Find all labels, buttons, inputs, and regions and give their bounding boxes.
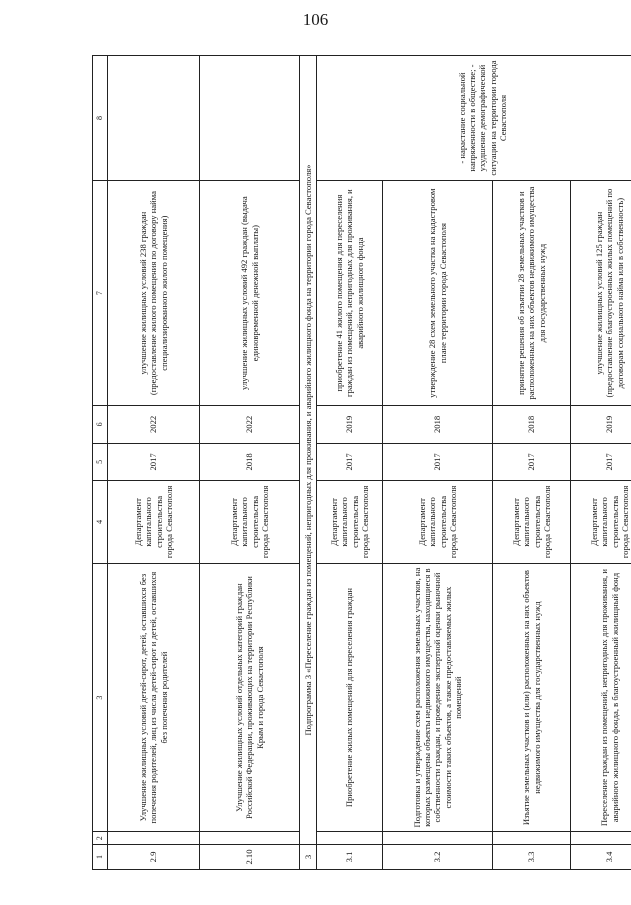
empty-cell xyxy=(493,832,571,845)
rotated-table-container xyxy=(92,55,630,870)
measure-name: Улучшение жилищных условий отдельных категорий граждан Российской Федерации, проживающих на территории Республики Крым и города Севастополя xyxy=(200,563,300,832)
start-year: 2017 xyxy=(383,443,493,481)
expected-result: улучшение жилищных условий 492 граждан (выдача единовременной денежной выплаты) xyxy=(200,181,300,406)
expected-result: утверждение 28 схем земельного участка на кадастровом плане территории города Севастополя xyxy=(383,181,493,406)
header-cell: 8 xyxy=(93,56,108,181)
subprogram-number: 3 xyxy=(300,845,317,870)
header-cell: 5 xyxy=(93,443,108,481)
measure-name: Подготовка и утверждение схем расположения земельных участков, на которых размещены объекты недвижимого имущества, находящиеся в собственности граждан, и проведение экспертной оценки рыночной стоимости таких объектов, а также предоставляемых жилых помещений xyxy=(383,563,493,832)
executor: Департамент капитального строительства города Севастополя xyxy=(493,481,571,564)
executor: Департамент капитального строительства города Севастополя xyxy=(317,481,383,564)
end-year: 2019 xyxy=(317,406,383,444)
header-cell: 1 xyxy=(93,845,108,870)
header-cell: 2 xyxy=(93,832,108,845)
row-number: 2.9 xyxy=(108,845,200,870)
subprogram-row xyxy=(300,56,317,870)
start-year: 2017 xyxy=(571,443,631,481)
empty-cell xyxy=(200,56,300,181)
start-year: 2017 xyxy=(493,443,571,481)
expected-result: принятие решения об изъятии 28 земельных участков и расположенных на них объектов недвижимого имущества для государственных нужд xyxy=(493,181,571,406)
empty-cell xyxy=(317,832,383,845)
program-measures-table xyxy=(92,55,631,870)
measure-name: Улучшение жилищных условий детей-сирот, детей, оставшихся без попечения родителей, лиц из числа детей-сирот и детей, оставшихся без попечения родителей xyxy=(108,563,200,832)
start-year: 2017 xyxy=(108,443,200,481)
page-number: 106 xyxy=(302,10,329,29)
row-number: 3.4 xyxy=(571,845,631,870)
end-year: 2018 xyxy=(493,406,571,444)
executor: Департамент капитального строительства города Севастополя xyxy=(200,481,300,564)
header-cell: 6 xyxy=(93,406,108,444)
end-year: 2019 xyxy=(571,406,631,444)
end-year: 2022 xyxy=(200,406,300,444)
table-row xyxy=(108,56,200,870)
empty-cell xyxy=(383,832,493,845)
start-year: 2017 xyxy=(317,443,383,481)
measure-name: Изъятие земельных участков и (или) расположенных на них объектов недвижимого имущества для государственных нужд xyxy=(493,563,571,832)
header-cell: 4 xyxy=(93,481,108,564)
subprogram-title: Подпрограмма 3 «Переселение граждан из помещений, непригодных для проживания, и аварийного жилищного фонда на территории города Севастополя» xyxy=(300,56,317,845)
row-number: 3.2 xyxy=(383,845,493,870)
executor: Департамент капитального строительства города Севастополя xyxy=(383,481,493,564)
empty-cell xyxy=(200,832,300,845)
header-cell: 3 xyxy=(93,563,108,832)
end-year: 2022 xyxy=(108,406,200,444)
header-cell: 7 xyxy=(93,181,108,406)
end-year: 2018 xyxy=(383,406,493,444)
row-number: 2.10 xyxy=(200,845,300,870)
table-row xyxy=(317,56,383,870)
executor: Департамент капитального строительства города Севастополя xyxy=(571,481,631,564)
expected-result: улучшение жилищных условий 238 граждан (предоставление жилого помещения по договору найма специализированного жилого помещения) xyxy=(108,181,200,406)
consequences: - нарастание социальной напряженности в обществе; - ухудшение демографической ситуации на территории города Севастополя xyxy=(317,56,631,181)
row-number: 3.3 xyxy=(493,845,571,870)
start-year: 2018 xyxy=(200,443,300,481)
measure-name: Переселение граждан из помещений, непригодных для проживания, и аварийного жилищного фонда, в благоустроенный жилищный фонд xyxy=(571,563,631,832)
header-row xyxy=(93,56,108,870)
table-row xyxy=(200,56,300,870)
expected-result: улучшение жилищных условий 125 граждан (предоставление благоустроенных жилых помещений по договорам социального найма или в собственность) xyxy=(571,181,631,406)
row-number: 3.1 xyxy=(317,845,383,870)
measure-name: Приобретение жилых помещений для переселения граждан xyxy=(317,563,383,832)
empty-cell xyxy=(108,832,200,845)
expected-result: приобретение 41 жилого помещения для переселения граждан из помещений, непригодных для проживания, и аварийного жилищного фонда xyxy=(317,181,383,406)
empty-cell xyxy=(108,56,200,181)
executor: Департамент капитального строительства города Севастополя xyxy=(108,481,200,564)
empty-cell xyxy=(571,832,631,845)
